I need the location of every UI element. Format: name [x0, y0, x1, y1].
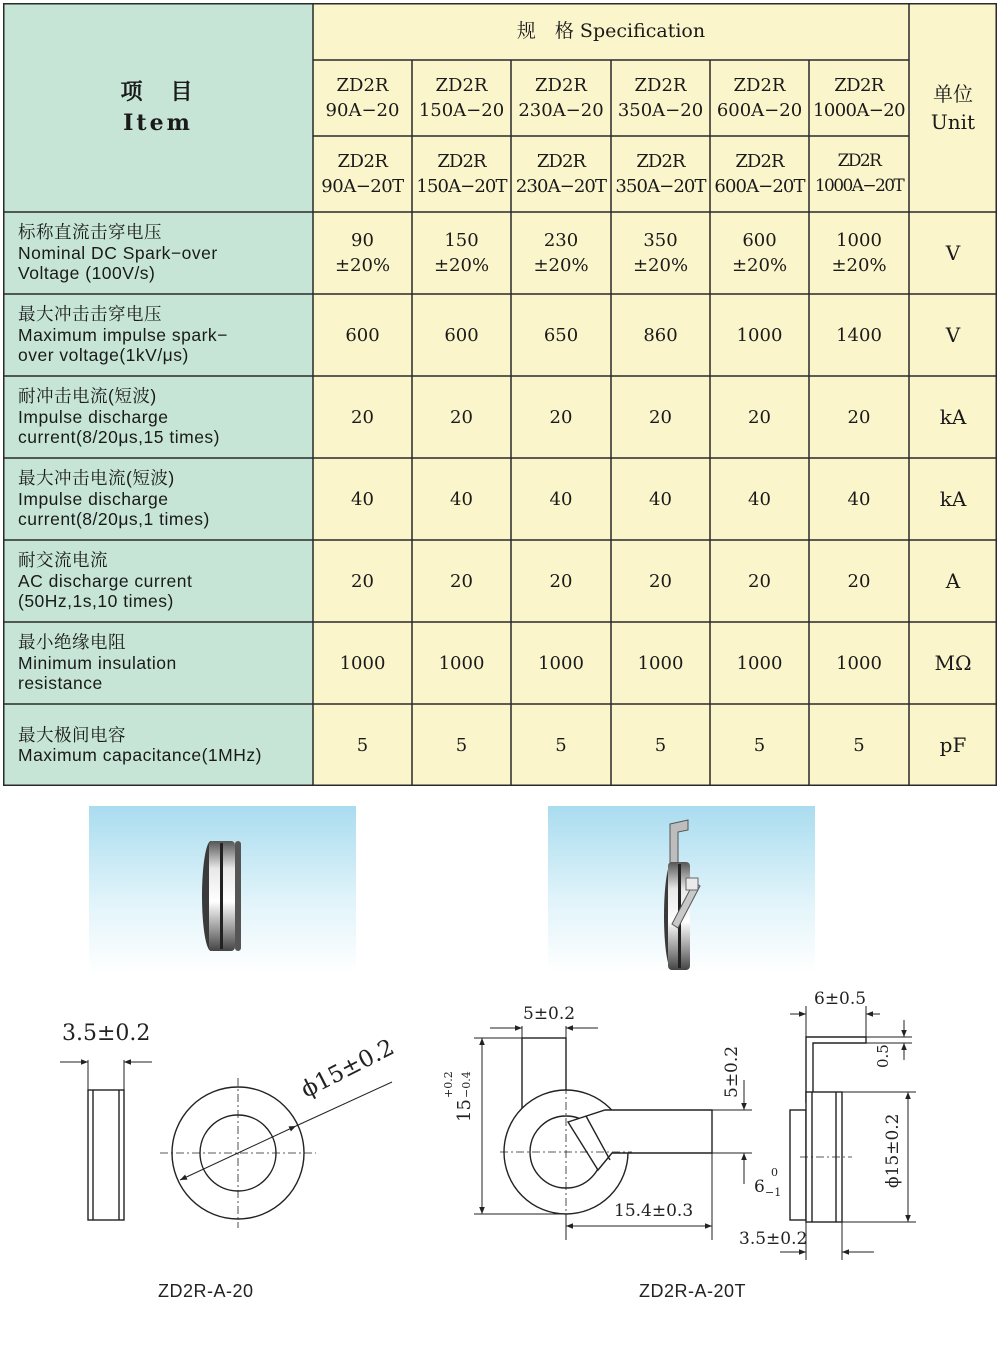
model-a-1: ZD2R 90A−20: [325, 75, 400, 121]
row-label-en: Impulse discharge: [18, 488, 169, 509]
dim-t-side-lead: 6±0.5: [814, 989, 867, 1009]
value-cell: 5: [853, 734, 865, 756]
spec-header: 规 格 Specification: [516, 20, 706, 42]
value-cell: 1000: [538, 652, 584, 674]
value-cell: 20: [351, 406, 374, 428]
row-label-cn: 标称直流击穿电压: [18, 222, 162, 243]
row-label-en: current(8/20μs,15 times): [18, 427, 221, 448]
value-cell: 1000: [339, 652, 386, 674]
value-cell: 1000 ±20%: [831, 230, 887, 276]
unit-cell: kA: [939, 486, 967, 511]
value-cell: 90 ±20%: [334, 230, 391, 276]
item-header-en: Item: [123, 109, 193, 136]
row-label-en: current(8/20μs,1 times): [18, 509, 210, 530]
row-label-en: Maximum impulse spark−: [18, 324, 228, 345]
caption-t: ZD2R-A-20T: [639, 1281, 747, 1301]
unit-cell: MΩ: [934, 650, 972, 675]
dim-t-tab-offset: 6: [754, 1177, 765, 1197]
value-cell: 20: [649, 406, 672, 428]
dim-t-tab-height: 5±0.2: [722, 1045, 742, 1098]
dim-t-lead-height: 15: [454, 1099, 475, 1122]
caption-a: ZD2R-A-20: [158, 1281, 254, 1301]
value-cell: 1000: [736, 324, 783, 346]
model-t-2: ZD2R 150A−20T: [416, 151, 507, 197]
value-cell: 20: [748, 406, 771, 428]
value-cell: 1400: [836, 324, 882, 346]
value-cell: 5: [555, 734, 567, 756]
row-label-cn: 最大极间电容: [18, 724, 126, 745]
row-label-cn: 耐交流电流: [18, 550, 108, 571]
row-label-en: AC discharge current: [18, 570, 193, 591]
unit-header-cn: 单位: [932, 81, 973, 106]
value-cell: 860: [643, 324, 678, 346]
dim-t-tab-offset-tol-minus: −1: [765, 1186, 782, 1199]
value-cell: 5: [753, 734, 766, 756]
row-label-en: resistance: [18, 673, 103, 694]
value-cell: 650: [543, 324, 579, 346]
value-cell: 1000: [836, 652, 882, 674]
model-t-6: ZD2R 1000A−20T: [814, 151, 904, 196]
dim-t-tab-offset-tol-plus: 0: [771, 1166, 778, 1179]
value-cell: 5: [455, 734, 468, 756]
value-cell: 20: [450, 570, 473, 592]
row-label-cn: 耐冲击电流(短波): [18, 386, 157, 407]
row-label-en: (50Hz,1s,10 times): [18, 591, 174, 612]
model-t-1: ZD2R 90A−20T: [321, 151, 404, 197]
dim-t-tab-length: 15.4±0.3: [614, 1201, 694, 1221]
dim-a-diameter: ϕ15±0.2: [296, 1034, 399, 1104]
value-cell: 150 ±20%: [433, 230, 490, 276]
row-label-cn: 最大冲击电流(短波): [18, 468, 175, 489]
dim-t-lead-height-tol-plus: +0.2: [442, 1071, 455, 1098]
drawing-t-front: [474, 1026, 752, 1240]
drawing-a-side: [60, 1060, 152, 1220]
row-label-en: Impulse discharge: [18, 406, 169, 427]
value-cell: 600 ±20%: [731, 230, 788, 276]
value-cell: 1000: [736, 652, 783, 674]
model-t-3: ZD2R 230A−20T: [515, 151, 607, 197]
value-cell: 20: [351, 570, 374, 592]
value-cell: 600: [444, 324, 479, 346]
model-t-4: ZD2R 350A−20T: [615, 151, 706, 197]
value-cell: 20: [450, 406, 473, 428]
row-label-en: Voltage (100V/s): [18, 263, 156, 284]
dim-t-lead-height-tol-minus: −0.4: [460, 1071, 473, 1098]
value-cell: 20: [549, 406, 573, 428]
value-cell: 20: [847, 570, 871, 592]
dim-t-side-width: 3.5±0.2: [739, 1229, 808, 1249]
drawing-a-front: [160, 1078, 392, 1228]
value-cell: 40: [450, 488, 473, 510]
value-cell: 40: [351, 488, 374, 510]
value-cell: 5: [654, 734, 667, 756]
value-cell: 350 ±20%: [632, 230, 689, 276]
unit-header-en: Unit: [930, 109, 976, 134]
model-t-5: ZD2R 600A−20T: [714, 151, 805, 197]
unit-cell: V: [945, 322, 961, 347]
unit-cell: kA: [939, 404, 967, 429]
dim-a-thickness: 3.5±0.2: [62, 1021, 151, 1046]
dim-t-lead-width: 5±0.2: [523, 1004, 576, 1024]
value-cell: 1000: [637, 652, 684, 674]
row-label-cn: 最小绝缘电阻: [18, 632, 126, 653]
dim-t-side-diameter: ϕ15±0.2: [883, 1113, 903, 1188]
value-cell: 40: [649, 488, 672, 510]
model-a-4: ZD2R 350A−20: [617, 75, 704, 121]
value-cell: 20: [847, 406, 871, 428]
model-a-5: ZD2R 600A−20: [716, 75, 803, 121]
unit-cell: pF: [939, 732, 967, 757]
value-cell: 20: [748, 570, 771, 592]
row-label-en: Nominal DC Spark−over: [18, 242, 218, 263]
item-header-cn: 项 目: [120, 78, 196, 105]
row-label-cn: 最大冲击击穿电压: [18, 304, 162, 325]
value-cell: 20: [549, 570, 573, 592]
row-label-en: Maximum capacitance(1MHz): [18, 745, 262, 765]
value-cell: 40: [847, 488, 871, 510]
dim-t-side-thickness: 0.5: [874, 1044, 892, 1068]
model-a-3: ZD2R 230A−20: [518, 75, 604, 121]
value-cell: 40: [748, 488, 771, 510]
value-cell: 600: [345, 324, 380, 346]
row-label-en: over voltage(1kV/μs): [18, 345, 189, 366]
value-cell: 20: [649, 570, 672, 592]
unit-cell: A: [945, 568, 961, 593]
row-label-en: Minimum insulation: [18, 652, 177, 673]
value-cell: 230 ±20%: [533, 230, 589, 276]
model-a-6: ZD2R 1000A−20: [813, 75, 905, 121]
value-cell: 40: [549, 488, 573, 510]
model-a-2: ZD2R 150A−20: [418, 75, 505, 121]
unit-cell: V: [945, 240, 961, 265]
value-cell: 1000: [438, 652, 485, 674]
value-cell: 5: [356, 734, 369, 756]
